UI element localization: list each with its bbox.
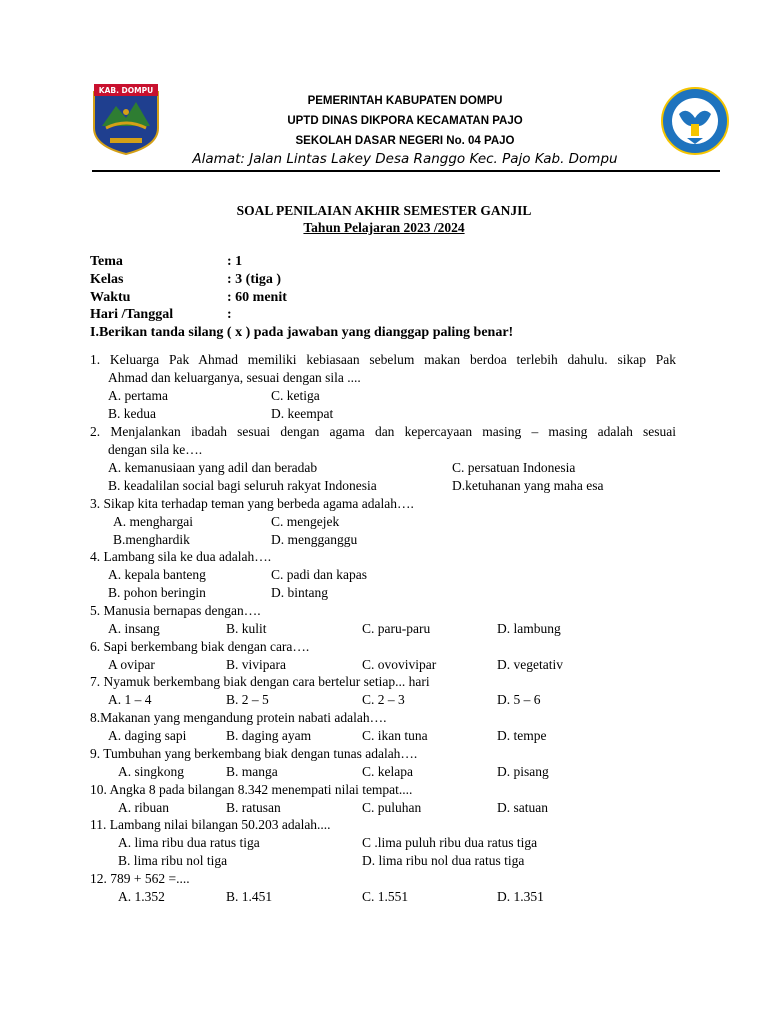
letterhead [90, 82, 720, 172]
info-value: : 1 [227, 254, 243, 269]
question-4-option-c[interactable]: C. padi dan kapas [271, 567, 367, 582]
instruction: I.Berikan tanda silang ( x ) pada jawaban yang dianggap paling benar! [90, 325, 514, 340]
letterhead-school-line: SEKOLAH DASAR NEGERI No. 04 PAJO [295, 135, 515, 147]
question-9-text: 9. Tumbuhan yang berkembang biak dengan tunas adalah…. [90, 746, 418, 761]
info-value: : 3 (tiga ) [227, 272, 282, 287]
question-1-text: 1. Keluarga Pak Ahmad memiliki kebiasaan sebelum makan berdoa terlebih dahulu. sikap Pak [90, 352, 676, 367]
question-1-option-d[interactable]: D. keempat [271, 406, 334, 421]
info-row-kelas [90, 272, 282, 288]
question-3-option-d[interactable]: D. mengganggu [271, 532, 358, 547]
question-9-option-d[interactable]: D. pisang [497, 764, 549, 779]
question-7-option-d[interactable]: D. 5 – 6 [497, 692, 541, 707]
letterhead-government-line: PEMERINTAH KABUPATEN DOMPU [307, 95, 503, 107]
question-11-option-d[interactable]: D. lima ribu nol dua ratus tiga [362, 853, 525, 868]
question-12-option-d[interactable]: D. 1.351 [497, 889, 544, 904]
question-5-option-d[interactable]: D. lambung [497, 621, 561, 636]
question-2-text-cont: dengan sila ke…. [108, 442, 203, 457]
question-12-option-c[interactable]: C. 1.551 [362, 889, 409, 904]
question-2-option-d[interactable]: D.ketuhanan yang maha esa [452, 478, 604, 493]
question-7-option-a[interactable]: A. 1 – 4 [108, 692, 152, 707]
question-11-option-b[interactable]: B. lima ribu nol tiga [118, 853, 228, 868]
question-6-option-c[interactable]: C. ovovivipar [362, 657, 437, 672]
question-10-option-b[interactable]: B. ratusan [226, 800, 281, 815]
question-11-option-a[interactable]: A. lima ribu dua ratus tiga [118, 835, 260, 850]
question-12-option-a[interactable]: A. 1.352 [118, 889, 165, 904]
question-5-option-b[interactable]: B. kulit [226, 621, 267, 636]
question-2-option-b[interactable]: B. keadalilan social bagi seluruh rakyat Indonesia [108, 478, 377, 493]
question-4-option-d[interactable]: D. bintang [271, 585, 328, 600]
question-9-option-c[interactable]: C. kelapa [362, 764, 413, 779]
question-8-option-b[interactable]: B. daging ayam [226, 728, 312, 743]
info-row-hari-tanggal [90, 307, 232, 323]
question-6-option-b[interactable]: B. vivipara [226, 657, 286, 672]
question-1-option-c[interactable]: C. ketiga [271, 388, 320, 403]
question-3-option-c[interactable]: C. mengejek [271, 514, 340, 529]
question-8-option-d[interactable]: D. tempe [497, 728, 547, 743]
question-5-option-a[interactable]: A. insang [108, 621, 160, 636]
question-6-text: 6. Sapi berkembang biak dengan cara…. [90, 639, 310, 654]
question-11-text: 11. Lambang nilai bilangan 50.203 adalah.... [90, 817, 331, 832]
info-row-waktu [90, 290, 287, 306]
info-label: Hari /Tanggal [90, 307, 174, 322]
question-4-option-b[interactable]: B. pohon beringin [108, 585, 206, 600]
question-10-option-a[interactable]: A. ribuan [118, 800, 169, 815]
exam-title: SOAL PENILAIAN AKHIR SEMESTER GANJIL [236, 203, 532, 218]
question-4-option-a[interactable]: A. kepala banteng [108, 567, 206, 582]
question-9-option-b[interactable]: B. manga [226, 764, 278, 779]
letterhead-office-line: UPTD DINAS DIKPORA KECAMATAN PAJO [287, 115, 523, 127]
question-1-option-b[interactable]: B. kedua [108, 406, 156, 421]
question-9-option-a[interactable]: A. singkong [118, 764, 185, 779]
question-8-option-a[interactable]: A. daging sapi [108, 728, 187, 743]
question-7-option-c[interactable]: C. 2 – 3 [362, 692, 405, 707]
question-10-option-c[interactable]: C. puluhan [362, 800, 422, 815]
letterhead-divider [92, 170, 720, 172]
info-row-tema [90, 254, 243, 270]
question-11-option-c[interactable]: C .lima puluh ribu dua ratus tiga [362, 835, 538, 850]
question-10-text: 10. Angka 8 pada bilangan 8.342 menempati nilai tempat.... [90, 782, 413, 797]
question-5-text: 5. Manusia bernapas dengan…. [90, 603, 261, 618]
emblem-badge-text: KAB. DOMPU [98, 86, 154, 95]
question-1-option-a[interactable]: A. pertama [108, 388, 168, 403]
question-6-option-d[interactable]: D. vegetativ [497, 657, 563, 672]
question-7-option-b[interactable]: B. 2 – 5 [226, 692, 269, 707]
question-2-text: 2. Menjalankan ibadah sesuai dengan agama dan kepercayaan masing – masing adalah sesuai [90, 424, 676, 439]
question-12-option-b[interactable]: B. 1.451 [226, 889, 273, 904]
question-8-option-c[interactable]: C. ikan tuna [362, 728, 428, 743]
question-1-text-cont: Ahmad dan keluarganya, sesuai dengan sila .... [108, 370, 361, 385]
question-3-option-b[interactable]: B.menghardik [113, 532, 190, 547]
exam-year: Tahun Pelajaran 2023 /2024 [303, 220, 465, 235]
question-5-option-c[interactable]: C. paru-paru [362, 621, 431, 636]
question-7-text: 7. Nyamuk berkembang biak dengan cara bertelur setiap... hari [90, 674, 430, 689]
question-12-text: 12. 789 + 562 =.... [90, 871, 190, 886]
tut-wuri-handayani-logo-icon [660, 86, 730, 156]
question-2-option-c[interactable]: C. persatuan Indonesia [452, 460, 576, 475]
question-4-text: 4. Lambang sila ke dua adalah…. [90, 549, 272, 564]
question-3-text: 3. Sikap kita terhadap teman yang berbeda agama adalah…. [90, 496, 414, 511]
question-2-option-a[interactable]: A. kemanusiaan yang adil dan beradab [108, 460, 318, 475]
question-3-option-a[interactable]: A. menghargai [113, 514, 193, 529]
info-value: : [227, 307, 232, 322]
info-value: : 60 menit [227, 290, 287, 305]
info-label: Waktu [90, 290, 131, 305]
question-10-option-d[interactable]: D. satuan [497, 800, 548, 815]
question-8-text: 8.Makanan yang mengandung protein nabati adalah…. [90, 710, 387, 725]
letterhead-address: Alamat: Jalan Lintas Lakey Desa Ranggo Kec. Pajo Kab. Dompu [192, 151, 618, 167]
question-6-option-a[interactable]: A ovipar [108, 657, 155, 672]
info-label: Tema [90, 254, 123, 269]
info-label: Kelas [90, 272, 124, 287]
